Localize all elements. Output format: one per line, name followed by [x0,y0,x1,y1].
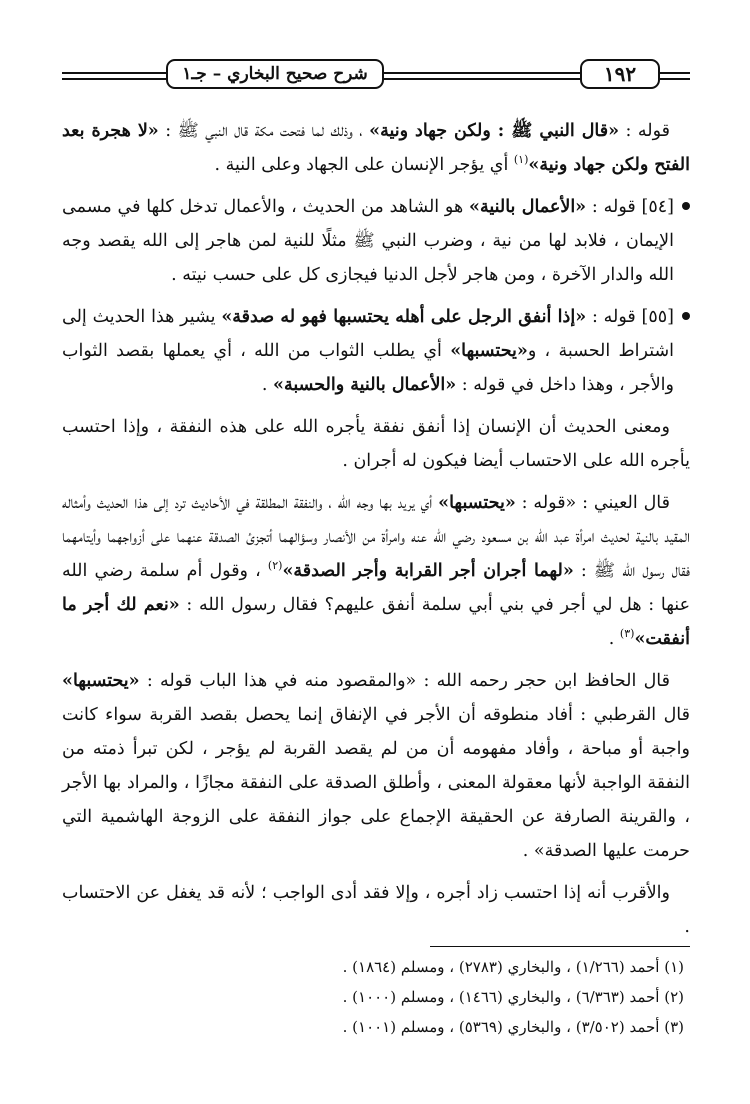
footnote-ref: (٢) [267,559,283,573]
paragraph [62,300,690,402]
paragraph [62,410,690,478]
book-title: شرح صحيح البخاري – جـ١ [166,59,384,89]
paragraph [62,114,690,182]
hadith-quote: «إذا أنفق الرجل على أهله يحتسبها فهو له صدقة» [221,307,587,327]
main-text [62,114,690,952]
text-run: . [261,375,274,395]
footnote-ref: (٣) [619,627,635,641]
text-run: [٥٤] قوله : [586,197,674,217]
text-run: قال العيني : «قوله : [515,493,670,513]
text-run: أي يؤجر الإنسان على الجهاد وعلى النية . [214,155,514,175]
text-run: . [608,629,620,649]
text-run: [٥٥] قوله : [586,307,674,327]
paragraph [62,486,690,656]
page-header [62,58,690,94]
bullet-dot [682,202,690,210]
hadith-quote: «الأعمال بالنية والحسبة» [273,375,457,395]
hadith-quote: «لا هجرة بعد الفتح ولكن جهاد ونية» [62,121,690,175]
paragraph [62,664,690,868]
page-number: ١٩٢ [580,59,660,89]
hadith-quote: «يحتسبها» [438,493,516,513]
footnotes [62,952,690,1042]
hadith-quote: «الأعمال بالنية» [469,197,587,217]
hadith-quote: «قال النبي ﷺ : ولكن جهاد ونية» [369,121,620,141]
text-run: ، وذلك لما فتحت مكة قال النبي ﷺ : [158,121,370,141]
text-run: قوله : [619,121,670,141]
text-run: قال القرطبي : أفاد منطوقه أن الأجر في الإنفاق إنما يحصل بقصد القربة سواء كانت واجبة أو مباحة ، وأفاد مفهومه أن من لم يقصد القربة لم يؤجر ، لكن تبرأ ذمته من النفقة الواجبة لأنها معقولة المعنى ، وأطلق الصدقة على النفقة مجازًا ، والمراد بها الأجر ، والقرينة الصارفة عن الحقيقة الإجماع على جواز النفقة على الزوجة الهاشمية التي حرمت عليها الصدقة» . [62,705,690,861]
text-run: ، وقول أم سلمة رضي الله عنها : هل لي أجر في بني أبي سلمة أنفق عليهم؟ فقال رسول الله : [62,561,691,615]
footnote-ref: (١) [513,153,529,167]
hadith-quote: «لهما أجران أجر القرابة وأجر الصدقة» [282,561,574,581]
bullet-dot [682,312,690,320]
text-run: قال الحافظ ابن حجر رحمه الله : «والمقصود منه في هذا الباب قوله : [139,671,670,691]
text-run: أي يريد بها وجه الله ، والنفقة المطلقة في الأحاديث ترد إلى هذا الحديث وأمثاله المقيد بالنية لحديث امرأة عبد الله بن مسعود رضي الله عنه وامرأة من الأنصار وسؤالهما أتجزئ الصدقة عنهما على أزواجهما وأيتامهما فقال رسول الله ﷺ : [62,493,690,581]
text-run: ومعنى الحديث أن الإنسان إذا أنفق نفقة يأجره الله على هذه النفقة ، وإذا احتسب يأجره الله على الاحتساب أيضا فيكون له أجران . [62,417,690,471]
text-run: والأقرب أنه إذا احتسب زاد أجره ، وإلا فقد أدى الواجب ؛ لأنه قد يغفل عن الاحتساب . [62,883,690,937]
text-run: يشير هذا الحديث إلى اشتراط الحسبة ، و [62,307,675,361]
paragraph [62,876,690,944]
footnote: (٢) أحمد (٦/٣٦٣) ، والبخاري (١٤٦٦) ، ومسلم (١٠٠٠) . [342,988,684,1006]
hadith-quote: «نعم لك أجر ما أنفقت» [62,595,690,649]
hadith-quote: «يحتسبها» [62,671,140,691]
text-run: هو الشاهد من الحديث ، والأعمال تدخل كلها في مسمى الإيمان ، فلابد لها من نية ، وضرب النبي ﷺ مثلًا للنية لمن هاجر إلى الله يقصد وجه الله والدار الآخرة ، ومن هاجر لأجل الدنيا فيجازى كل على حسب نيته . [62,197,674,285]
footnote: (٣) أحمد (٣/٥٠٢) ، والبخاري (٥٣٦٩) ، ومسلم (١٠٠١) . [342,1018,684,1036]
text-run: أي يطلب الثواب من الله ، أي يعملها بقصد الثواب والأجر ، وهذا داخل في قوله : [62,341,674,395]
footnote-separator [430,946,690,947]
paragraph [62,190,690,292]
hadith-quote: «يحتسبها» [450,341,528,361]
footnote: (١) أحمد (١/٢٦٦) ، والبخاري (٢٧٨٣) ، ومسلم (١٨٦٤) . [342,958,684,976]
